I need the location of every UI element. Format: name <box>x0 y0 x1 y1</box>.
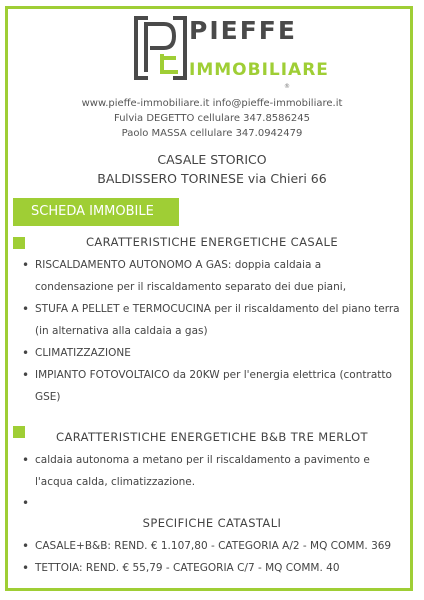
brand-subtitle: IMMOBILIARE <box>189 60 329 80</box>
section-title-bb: CARATTERISTICHE ENERGETICHE B&B TRE MERLOT <box>56 430 368 444</box>
section-title-catastali: SPECIFICHE CATASTALI <box>142 516 282 530</box>
contact-fulvia: Fulvia DEGETTO cellulare 347.8586245 <box>114 113 310 124</box>
bullet-icon: • <box>22 258 30 272</box>
bullet-icon: • <box>22 496 30 510</box>
list-item: • STUFA A PELLET e TERMOCUCINA per il riscaldamento del piano terra (in alternativa alla caldaia a gas) <box>22 298 402 342</box>
bullet-icon: • <box>22 346 30 360</box>
list-item: • RISCALDAMENTO AUTONOMO A GAS: doppia caldaia a condensazione per il riscaldamento separato dei due piani, <box>22 254 402 298</box>
section-banner: SCHEDA IMMOBILE <box>13 198 179 226</box>
list-item: • CLIMATIZZAZIONE <box>22 342 402 364</box>
property-type: CASALE STORICO <box>157 152 267 167</box>
registered-mark: ® <box>284 83 290 90</box>
contact-web-email: www.pieffe-immobiliare.it info@pieffe-immobiliare.it <box>81 98 343 109</box>
list-item: • TETTOIA: REND. € 55,79 - CATEGORIA C/7 - MQ COMM. 40 <box>22 557 402 579</box>
bullet-icon: • <box>22 368 30 382</box>
section-title-casale: CARATTERISTICHE ENERGETICHE CASALE <box>85 235 339 249</box>
section-marker <box>13 237 25 249</box>
list-item: • CASALE+B&B: REND. € 1.107,80 - CATEGORIA A/2 - MQ COMM. 369 <box>22 535 402 557</box>
bullet-icon: • <box>22 302 30 316</box>
property-address: BALDISSERO TORINESE via Chieri 66 <box>97 171 327 186</box>
section-marker <box>13 426 25 438</box>
bullet-icon: • <box>22 453 30 467</box>
contact-paolo: Paolo MASSA cellulare 347.0942479 <box>121 128 303 139</box>
list-item: • IMPIANTO FOTOVOLTAICO da 20KW per l'energia elettrica (contratto GSE) <box>22 364 402 408</box>
list-item: • caldaia autonoma a metano per il riscaldamento a pavimento e l'acqua calda, climatizzazione. <box>22 449 402 493</box>
bullet-icon: • <box>22 539 30 553</box>
bullet-icon: • <box>22 561 30 575</box>
brand-name: PIEFFE <box>189 16 297 45</box>
